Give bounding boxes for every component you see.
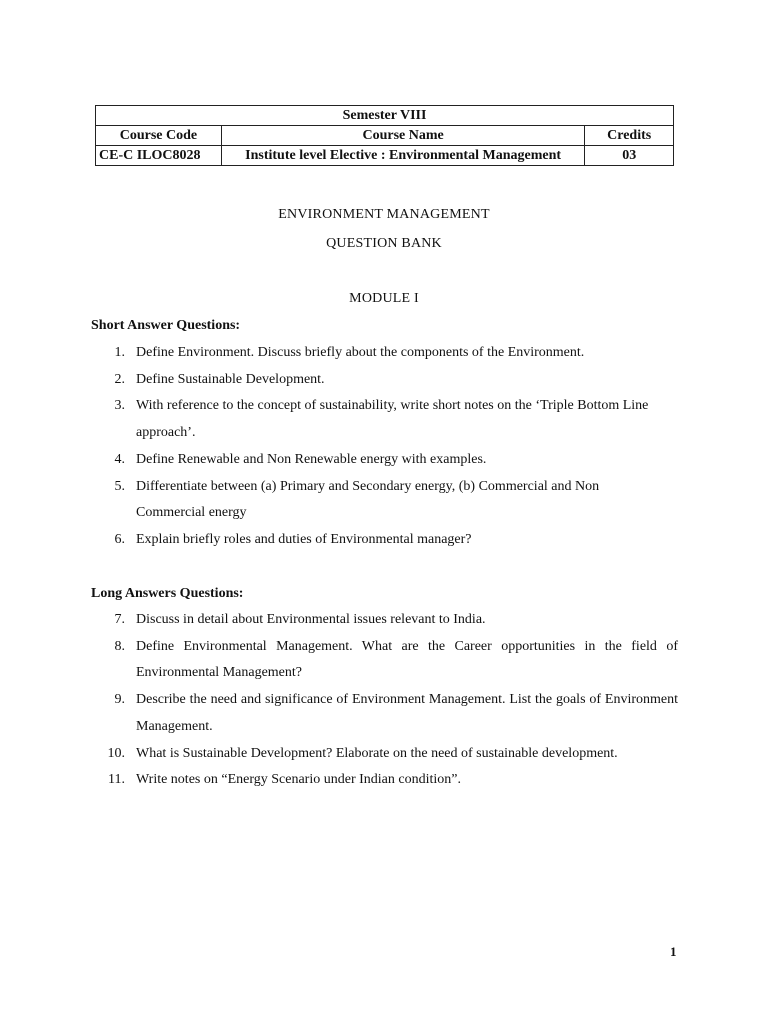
question-text: Define Environmental Management. What are the Career opportunities in the field of Environmental Management? — [136, 638, 678, 681]
page-number: 1 — [670, 944, 677, 959]
long-answer-list — [0, 607, 768, 794]
document-subtitle: QUESTION BANK — [326, 236, 442, 251]
table-row — [96, 146, 674, 166]
semester-row — [96, 106, 674, 126]
list-item — [0, 607, 768, 634]
question-number: 3. — [114, 398, 125, 414]
question-number: 10. — [107, 745, 125, 761]
question-text: Define Environment. Discuss briefly about the components of the Environment. — [136, 345, 585, 360]
short-answer-list — [0, 340, 768, 554]
question-text: Write notes on “Energy Scenario under Indian condition”. — [136, 772, 461, 788]
header-course-name: Course Name — [221, 126, 585, 146]
list-item — [0, 447, 768, 474]
list-item — [0, 474, 768, 527]
header-course-code: Course Code — [96, 126, 222, 146]
question-text: Explain briefly roles and duties of Environmental manager? — [136, 531, 472, 547]
question-text: With reference to the concept of sustainability, write short notes on the ‘Triple Bottom Line approach’. — [136, 398, 649, 441]
question-text: Define Sustainable Development. — [136, 371, 325, 387]
question-number: 11. — [108, 772, 125, 788]
course-code-cell: CE-C ILOC8028 — [96, 146, 222, 166]
course-info-table — [95, 105, 674, 166]
question-text: Differentiate between (a) Primary and Secondary energy, (b) Commercial and Non Commercial energy — [136, 478, 600, 521]
table-header-row — [96, 126, 674, 146]
question-number: 6. — [114, 531, 125, 547]
question-text: What is Sustainable Development? Elaborate on the need of sustainable development. — [136, 745, 618, 761]
question-text: Define Renewable and Non Renewable energy with examples. — [136, 451, 487, 467]
document-title: ENVIRONMENT MANAGEMENT — [278, 207, 490, 222]
list-item — [0, 634, 768, 687]
question-number: 8. — [114, 638, 125, 654]
question-number: 9. — [114, 692, 125, 708]
course-name-cell: Institute level Elective : Environmental Management — [221, 146, 585, 166]
list-item — [0, 527, 768, 554]
list-item — [0, 741, 768, 768]
short-answer-heading: Short Answer Questions: — [91, 318, 241, 333]
header-credits: Credits — [585, 126, 674, 146]
question-number: 2. — [114, 371, 125, 387]
question-text: Discuss in detail about Environmental issues relevant to India. — [136, 612, 486, 627]
question-text: Describe the need and significance of Environment Management. List the goals of Environment Management. — [136, 692, 678, 734]
question-number: 5. — [114, 478, 125, 494]
list-item — [0, 340, 768, 367]
module-heading: MODULE I — [349, 291, 419, 306]
list-item — [0, 687, 768, 740]
semester-cell: Semester VIII — [96, 106, 674, 126]
list-item — [0, 393, 768, 446]
list-item — [0, 767, 768, 794]
long-answer-heading: Long Answers Questions: — [91, 586, 244, 601]
question-number: 4. — [114, 451, 125, 467]
question-number: 7. — [114, 612, 125, 627]
list-item — [0, 367, 768, 394]
credits-cell: 03 — [585, 146, 674, 166]
question-number: 1. — [114, 345, 125, 360]
